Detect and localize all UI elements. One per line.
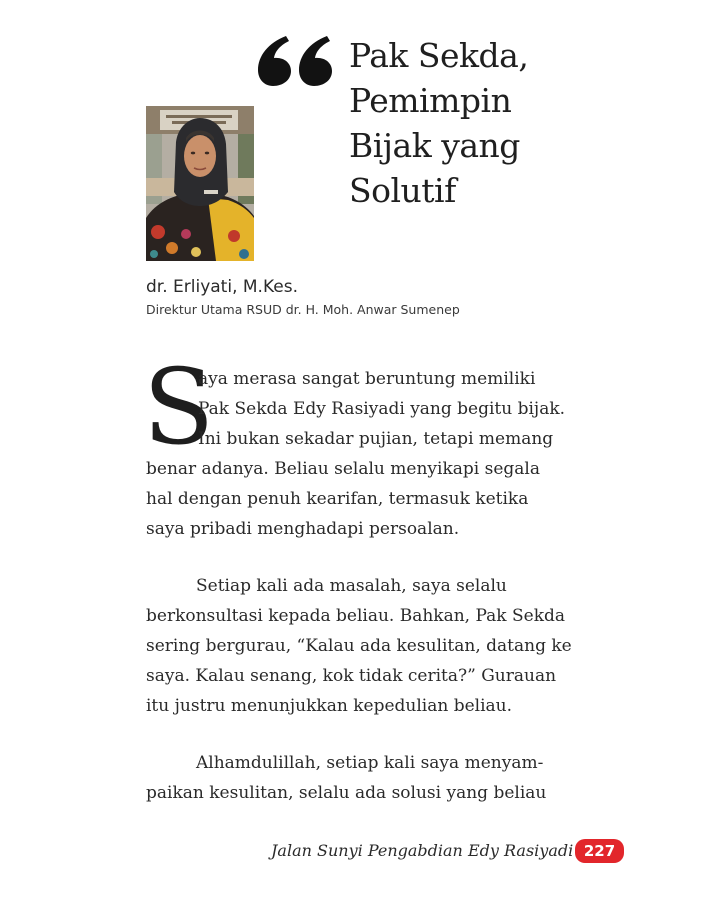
text-line: paikan kesulitan, selalu ada solusi yang beliau (146, 783, 547, 803)
text-line: hal dengan penuh kearifan, termasuk ketika (146, 489, 529, 509)
drop-cap: S (143, 346, 215, 468)
article-title (349, 33, 528, 213)
text-line: Alhamdulillah, setiap kali saya menyam- (196, 753, 544, 773)
text-line: Setiap kali ada masalah, saya selalu (196, 576, 507, 596)
page-number-badge: 227 (575, 839, 624, 863)
text-line: aya merasa sangat beruntung memiliki (198, 369, 536, 389)
article-body (146, 364, 616, 808)
text-line: sering bergurau, “Kalau ada kesulitan, datang ke (146, 636, 572, 656)
author-photo (146, 106, 254, 261)
quote-mark-icon (258, 36, 332, 86)
paragraph (146, 364, 616, 544)
author-name: dr. Erliyati, M.Kes. (146, 277, 298, 297)
text-line: benar adanya. Beliau selalu menyikapi segala (146, 459, 540, 479)
title-line: Solutif (349, 171, 456, 210)
author-role: Direktur Utama RSUD dr. H. Moh. Anwar Sumenep (146, 302, 460, 317)
text-line: Pak Sekda Edy Rasiyadi yang begitu bijak. (198, 399, 566, 419)
paragraph (146, 748, 616, 808)
text-line: saya pribadi menghadapi persoalan. (146, 519, 460, 539)
text-line: berkonsultasi kepada beliau. Bahkan, Pak Sekda (146, 606, 566, 626)
text-line: itu justru menunjukkan kepedulian beliau. (146, 696, 513, 716)
text-line: Ini bukan sekadar pujian, tetapi memang (198, 429, 554, 449)
footer-book-title: Jalan Sunyi Pengabdian Edy Rasiyadi (271, 841, 574, 860)
title-line: Bijak yang (349, 126, 520, 165)
text-line: saya. Kalau senang, kok tidak cerita?” Gurauan (146, 666, 557, 686)
title-line: Pak Sekda, (349, 36, 529, 75)
title-line: Pemimpin (349, 81, 512, 120)
paragraph (146, 571, 616, 721)
